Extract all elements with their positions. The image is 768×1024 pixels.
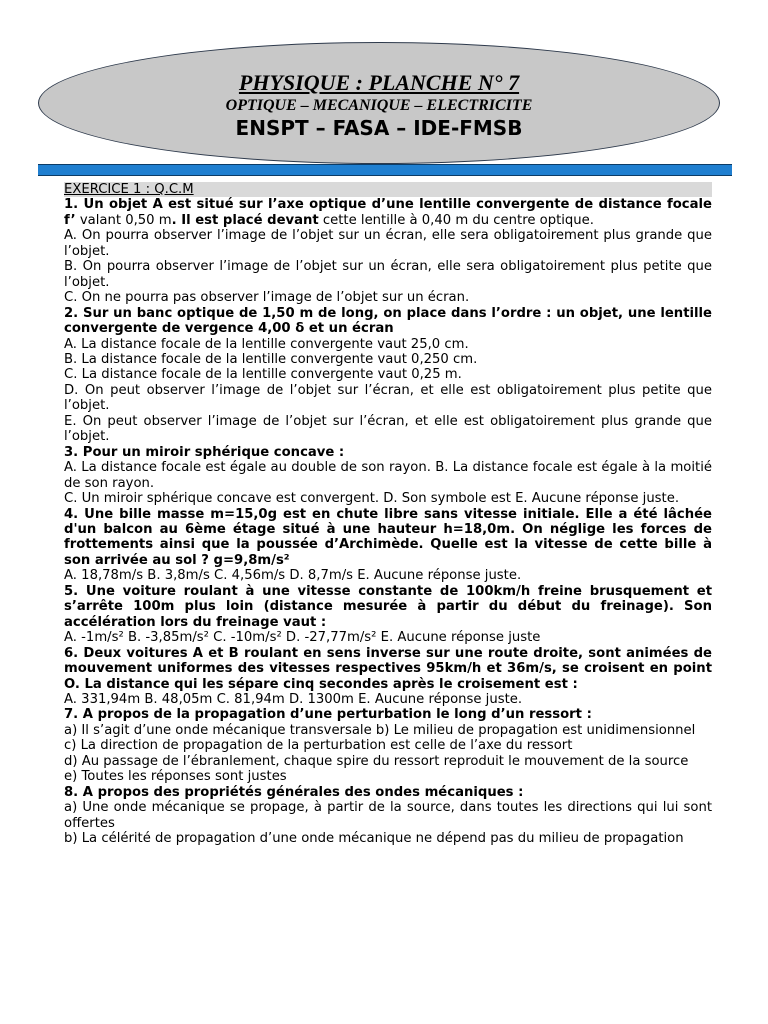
q1-option-b: B. On pourra observer l’image de l’objet sur un écran, elle sera obligatoirement plus petite que l’objet. [64, 259, 712, 290]
exercise-body [64, 182, 712, 846]
q2-option-d: D. On peut observer l’image de l’objet sur l’écran, et elle est obligatoirement plus petite que l’objet. [64, 382, 712, 414]
q7-options-ab: a) Il s’agit d’une onde mécanique transversale b) Le milieu de propagation est unidimensionnel [64, 722, 696, 738]
q3-options-ab: A. La distance focale est égale au double de son rayon. B. La distance focale est égale à la moitié de son rayon. [64, 460, 712, 491]
q8-option-b: b) La célérité de propagation d’une onde mécanique ne dépend pas du milieu de propagation [64, 831, 684, 847]
q8-option-a: a) Une onde mécanique se propage, à partir de la source, dans toutes les directions qui lui sont offertes [64, 800, 712, 831]
q7-option-c: c) La direction de propagation de la perturbation est celle de l’axe du ressort [64, 738, 573, 754]
question-4: 4. Une bille masse m=15,0g est en chute libre sans vitesse initiale. Elle a été lâchée d'un balcon au 6ème étage situé à une hauteur h=18,0m. On néglige les forces de frottements ainsi que la poussée d’Archimède. Quelle est la vitesse de cette bille à son arrivée au sol ? g=9,8m/s² [64, 506, 712, 568]
exercise-heading: EXERCICE 1 : Q.C.M [64, 182, 712, 197]
q4-answers: A. 18,78m/s B. 3,8m/s C. 4,56m/s D. 8,7m/s E. Aucune réponse juste. [64, 568, 522, 584]
q6-answers: A. 331,94m B. 48,05m C. 81,94m D. 1300m E. Aucune réponse juste. [64, 691, 523, 707]
question-7: 7. A propos de la propagation d’une perturbation le long d’un ressort : [64, 707, 592, 723]
q1-option-a: A. On pourra observer l’image de l’objet sur un écran, elle sera obligatoirement plus grande que l’objet. [64, 228, 712, 259]
question-1 [64, 197, 712, 228]
q2-option-c: C. La distance focale de la lentille convergente vaut 0,25 m. [64, 367, 462, 383]
question-2: 2. Sur un banc optique de 1,50 m de long, on place dans l’ordre : un objet, une lentille convergente de vergence 4,00 δ et un écran [64, 305, 712, 337]
q1-stem-text-1: valant 0,50 m [75, 212, 172, 228]
q7-option-d: d) Au passage de l’ébranlement, chaque spire du ressort reproduit le mouvement de la source [64, 753, 689, 769]
header [38, 70, 720, 140]
page-title: PHYSIQUE : PLANCHE N° 7 [238, 70, 520, 95]
q2-option-b: B. La distance focale de la lentille convergente vaut 0,250 cm. [64, 351, 478, 367]
question-6: 6. Deux voitures A et B roulant en sens inverse sur une route droite, sont animées de mouvement uniformes des vitesses respectives 95km/h et 36m/s, se croisent en point O. La distance qui les sépare cinq secondes après le croisement est : [64, 645, 712, 692]
q1-stem-bold-1: 1. Un objet A est situé sur l’axe optique d’une lentille convergente de distance focale f’ [64, 197, 712, 228]
q2-option-a: A. La distance focale de la lentille convergente vaut 25,0 cm. [64, 336, 469, 352]
question-8: 8. A propos des propriétés générales des ondes mécaniques : [64, 784, 524, 800]
q1-option-c: C. On ne pourra pas observer l’image de l’objet sur un écran. [64, 290, 470, 306]
schools-line: ENSPT – FASA – IDE-FMSB [235, 116, 523, 140]
q3-options-cde: C. Un miroir sphérique concave est convergent. D. Son symbole est E. Aucune réponse juste. [64, 491, 680, 507]
q1-stem-bold-2: . Il est placé devant [171, 212, 319, 228]
q5-answers: A. -1m/s² B. -3,85m/s² C. -10m/s² D. -27,77m/s² E. Aucune réponse juste [64, 630, 541, 646]
header-divider-bar [38, 164, 732, 176]
question-5: 5. Une voiture roulant à une vitesse constante de 100km/h freine brusquement et s’arrête 100m plus loin (distance mesurée à partir du début du freinage). Son accélération lors du freinage vaut : [64, 583, 712, 630]
q7-option-e: e) Toutes les réponses sont justes [64, 769, 287, 785]
q1-stem-text-2: cette lentille à 0,40 m du centre optique. [318, 212, 594, 228]
q2-option-e: E. On peut observer l’image de l’objet sur l’écran, et elle est obligatoirement plus grande que l’objet. [64, 413, 712, 445]
page-subtitle: OPTIQUE – MECANIQUE – ELECTRICITE [225, 97, 533, 114]
question-3: 3. Pour un miroir sphérique concave : [64, 444, 345, 460]
